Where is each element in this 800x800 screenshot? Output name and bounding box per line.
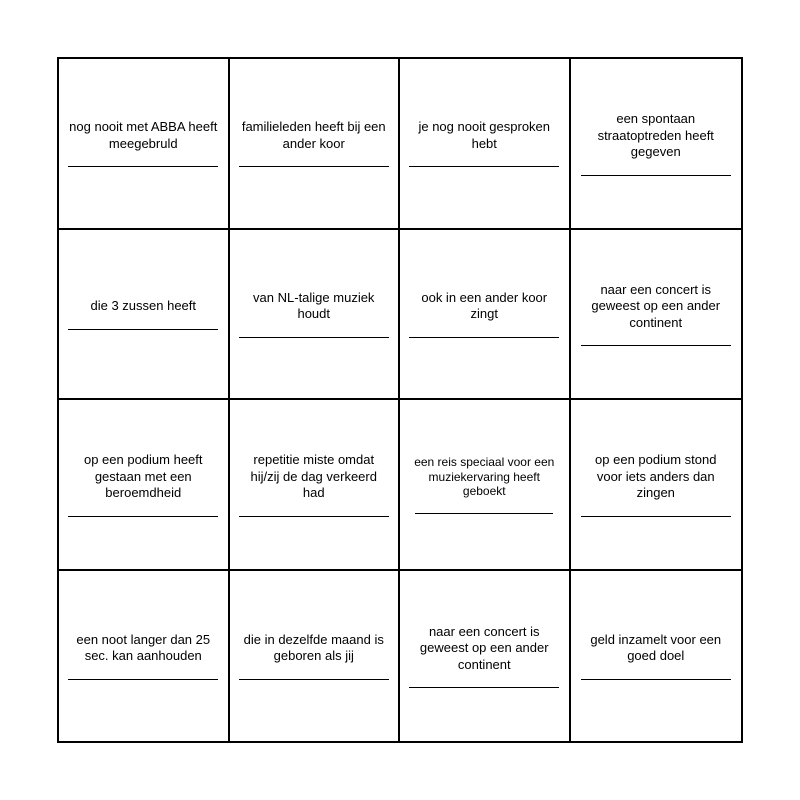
bingo-cell (571, 59, 742, 230)
name-line (239, 337, 389, 338)
bingo-cell (59, 400, 230, 571)
bingo-cell (230, 571, 401, 742)
bingo-cell (59, 59, 230, 230)
cell-prompt: familieleden heeft bij een ander koor (241, 119, 386, 151)
bingo-cell (400, 400, 571, 571)
cell-prompt: op een podium stond voor iets anders dan zingen (595, 452, 717, 500)
name-line (68, 679, 218, 680)
cell-prompt: een noot langer dan 25 sec. kan aanhouden (76, 631, 211, 664)
cell-prompt: een reis speciaal voor een muziekervaring heeft geboekt (414, 455, 555, 498)
cell-prompt: die in dezelfde maand is geboren als jij (243, 631, 384, 664)
bingo-cell (59, 571, 230, 742)
bingo-cell (400, 230, 571, 401)
cell-prompt: nog nooit met ABBA heeft meegebruld (69, 119, 218, 151)
cell-prompt: die 3 zussen heeft (90, 298, 197, 313)
name-line (409, 166, 559, 167)
name-line (68, 166, 218, 167)
bingo-cell (230, 400, 401, 571)
bingo-cell (230, 59, 401, 230)
cell-prompt: repetitie miste omdat hij/zij de dag verkeerd had (250, 452, 377, 500)
name-line (415, 513, 553, 514)
bingo-card (57, 57, 743, 743)
name-line (581, 345, 731, 346)
name-line (581, 175, 731, 176)
name-line (409, 687, 559, 688)
name-line (581, 679, 731, 680)
bingo-cell (571, 400, 742, 571)
cell-prompt: naar een concert is geweest op een ander continent (591, 281, 721, 330)
name-line (239, 166, 389, 167)
bingo-cell (400, 571, 571, 742)
bingo-cell (230, 230, 401, 401)
name-line (581, 516, 731, 517)
bingo-cell (400, 59, 571, 230)
name-line (68, 329, 218, 330)
bingo-cell (59, 230, 230, 401)
cell-prompt: op een podium heeft gestaan met een beroemdheid (83, 452, 203, 500)
cell-prompt: van NL-talige muziek houdt (253, 289, 375, 322)
name-line (68, 516, 218, 517)
bingo-cell (571, 230, 742, 401)
cell-prompt: geld inzamelt voor een goed doel (590, 631, 722, 664)
bingo-cell (571, 571, 742, 742)
cell-prompt: een spontaan straatoptreden heeft gegeven (597, 111, 714, 159)
name-line (239, 516, 389, 517)
name-line (239, 679, 389, 680)
cell-prompt: ook in een ander koor zingt (421, 289, 548, 322)
cell-prompt: je nog nooit gesproken hebt (418, 119, 551, 151)
name-line (409, 337, 559, 338)
cell-prompt: naar een concert is geweest op een ander continent (419, 623, 549, 672)
